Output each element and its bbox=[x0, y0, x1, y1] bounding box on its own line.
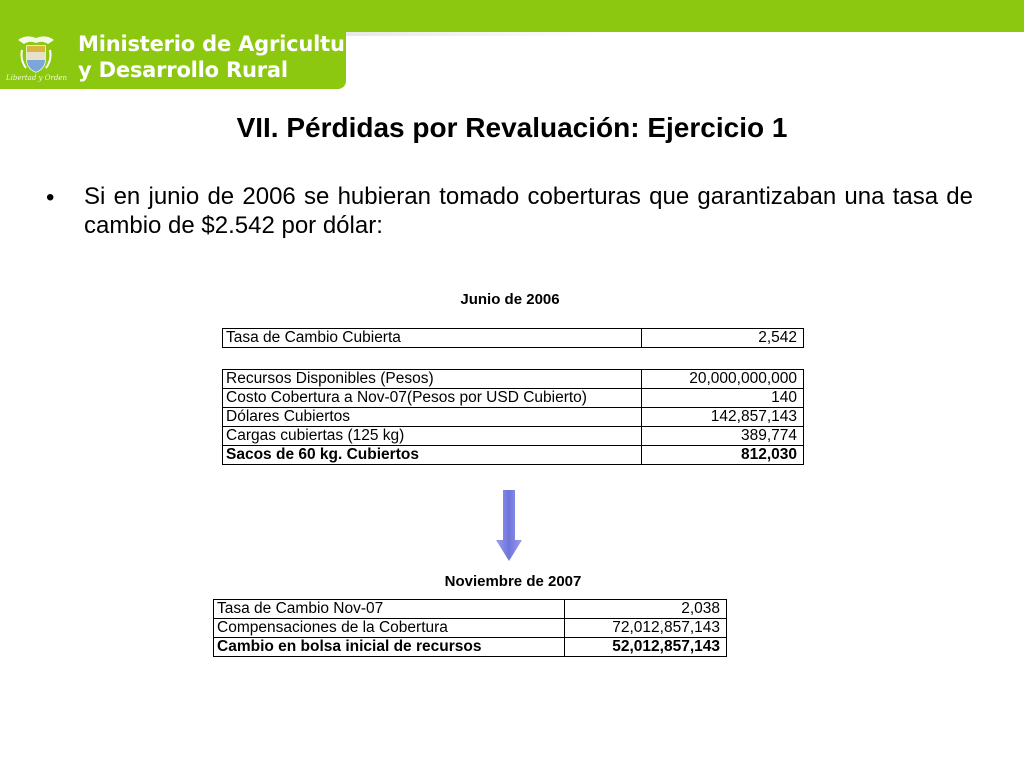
crest-caption: Libertad y Orden bbox=[6, 74, 67, 82]
row-value: 812,030 bbox=[642, 446, 804, 465]
banner-shadow bbox=[346, 32, 606, 36]
bullet-text: Si en junio de 2006 se hubieran tomado coberturas que garantizaban una tasa de cambio de $2.542 por dólar: bbox=[84, 183, 973, 239]
table-row bbox=[214, 638, 727, 657]
resources-table bbox=[222, 369, 804, 465]
row-value: 20,000,000,000 bbox=[642, 370, 804, 389]
table-row bbox=[223, 370, 804, 389]
june-caption: Junio de 2006 bbox=[460, 291, 560, 308]
row-label: Dólares Cubiertos bbox=[223, 408, 642, 427]
ministry-logo-panel bbox=[0, 0, 369, 89]
row-value: 2,542 bbox=[642, 329, 804, 348]
rate-table bbox=[222, 328, 804, 348]
table-row bbox=[214, 619, 727, 638]
row-label: Sacos de 60 kg. Cubiertos bbox=[223, 446, 642, 465]
table-row bbox=[223, 389, 804, 408]
table-row bbox=[223, 427, 804, 446]
november-caption: Noviembre de 2007 bbox=[444, 573, 582, 590]
table-row bbox=[223, 408, 804, 427]
slide-title: VII. Pérdidas por Revaluación: Ejercicio 1 bbox=[236, 112, 788, 143]
table-row bbox=[223, 329, 804, 348]
row-label: Recursos Disponibles (Pesos) bbox=[223, 370, 642, 389]
row-value: 52,012,857,143 bbox=[565, 638, 727, 657]
row-label: Costo Cobertura a Nov-07(Pesos por USD Cubierto) bbox=[223, 389, 642, 408]
ministry-name-line1: Ministerio de Agricultura bbox=[78, 32, 369, 56]
row-value: 140 bbox=[642, 389, 804, 408]
row-value: 142,857,143 bbox=[642, 408, 804, 427]
row-value: 2,038 bbox=[565, 600, 727, 619]
row-value: 72,012,857,143 bbox=[565, 619, 727, 638]
row-label: Cargas cubiertas (125 kg) bbox=[223, 427, 642, 446]
down-arrow-icon bbox=[496, 490, 522, 562]
row-label: Tasa de Cambio Nov-07 bbox=[214, 600, 565, 619]
coat-of-arms-icon bbox=[12, 30, 60, 78]
row-value: 389,774 bbox=[642, 427, 804, 446]
table-row bbox=[223, 446, 804, 465]
row-label: Compensaciones de la Cobertura bbox=[214, 619, 565, 638]
november-table bbox=[213, 599, 727, 657]
bullet-icon: • bbox=[46, 184, 55, 211]
row-label: Cambio en bolsa inicial de recursos bbox=[214, 638, 565, 657]
ministry-name-line2: y Desarrollo Rural bbox=[78, 58, 288, 82]
row-label: Tasa de Cambio Cubierta bbox=[223, 329, 642, 348]
table-row bbox=[214, 600, 727, 619]
